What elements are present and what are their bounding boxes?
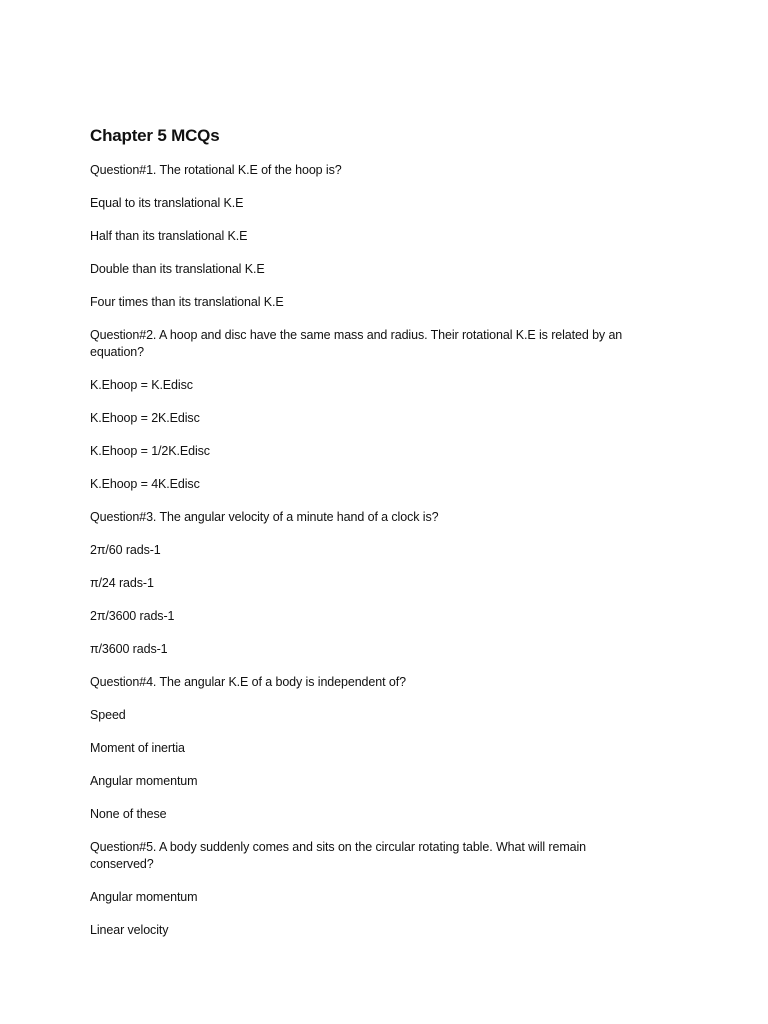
q5-option-a: Angular momentum (90, 890, 198, 904)
q4-option-a: Speed (90, 708, 126, 722)
q4-option-d: None of these (90, 807, 167, 821)
q2-option-d: K.Ehoop = 4K.Edisc (90, 477, 200, 491)
question-3: Question#3. The angular velocity of a minute hand of a clock is? (90, 510, 439, 524)
q2-option-c: K.Ehoop = 1/2K.Edisc (90, 444, 210, 458)
q3-option-d: π/3600 rads-1 (90, 642, 168, 656)
q3-option-c: 2π/3600 rads-1 (90, 609, 175, 623)
document-content (90, 126, 690, 955)
q1-option-a: Equal to its translational K.E (90, 196, 244, 210)
question-2: Question#2. A hoop and disc have the same mass and radius. Their rotational K.E is related by an equation? (90, 328, 623, 359)
q4-option-c: Angular momentum (90, 774, 198, 788)
question-1: Question#1. The rotational K.E of the hoop is? (90, 163, 342, 177)
q3-option-a: 2π/60 rads-1 (90, 543, 161, 557)
q5-option-b: Linear velocity (90, 923, 169, 937)
q2-option-b: K.Ehoop = 2K.Edisc (90, 411, 200, 425)
q1-option-d: Four times than its translational K.E (90, 295, 284, 309)
q3-option-b: π/24 rads-1 (90, 576, 154, 590)
q4-option-b: Moment of inertia (90, 741, 185, 755)
question-4: Question#4. The angular K.E of a body is independent of? (90, 675, 406, 689)
q1-option-c: Double than its translational K.E (90, 262, 265, 276)
page-title: Chapter 5 MCQs (90, 126, 220, 145)
q1-option-b: Half than its translational K.E (90, 229, 248, 243)
q2-option-a: K.Ehoop = K.Edisc (90, 378, 193, 392)
question-5: Question#5. A body suddenly comes and sits on the circular rotating table. What will remain conserved? (90, 840, 587, 871)
